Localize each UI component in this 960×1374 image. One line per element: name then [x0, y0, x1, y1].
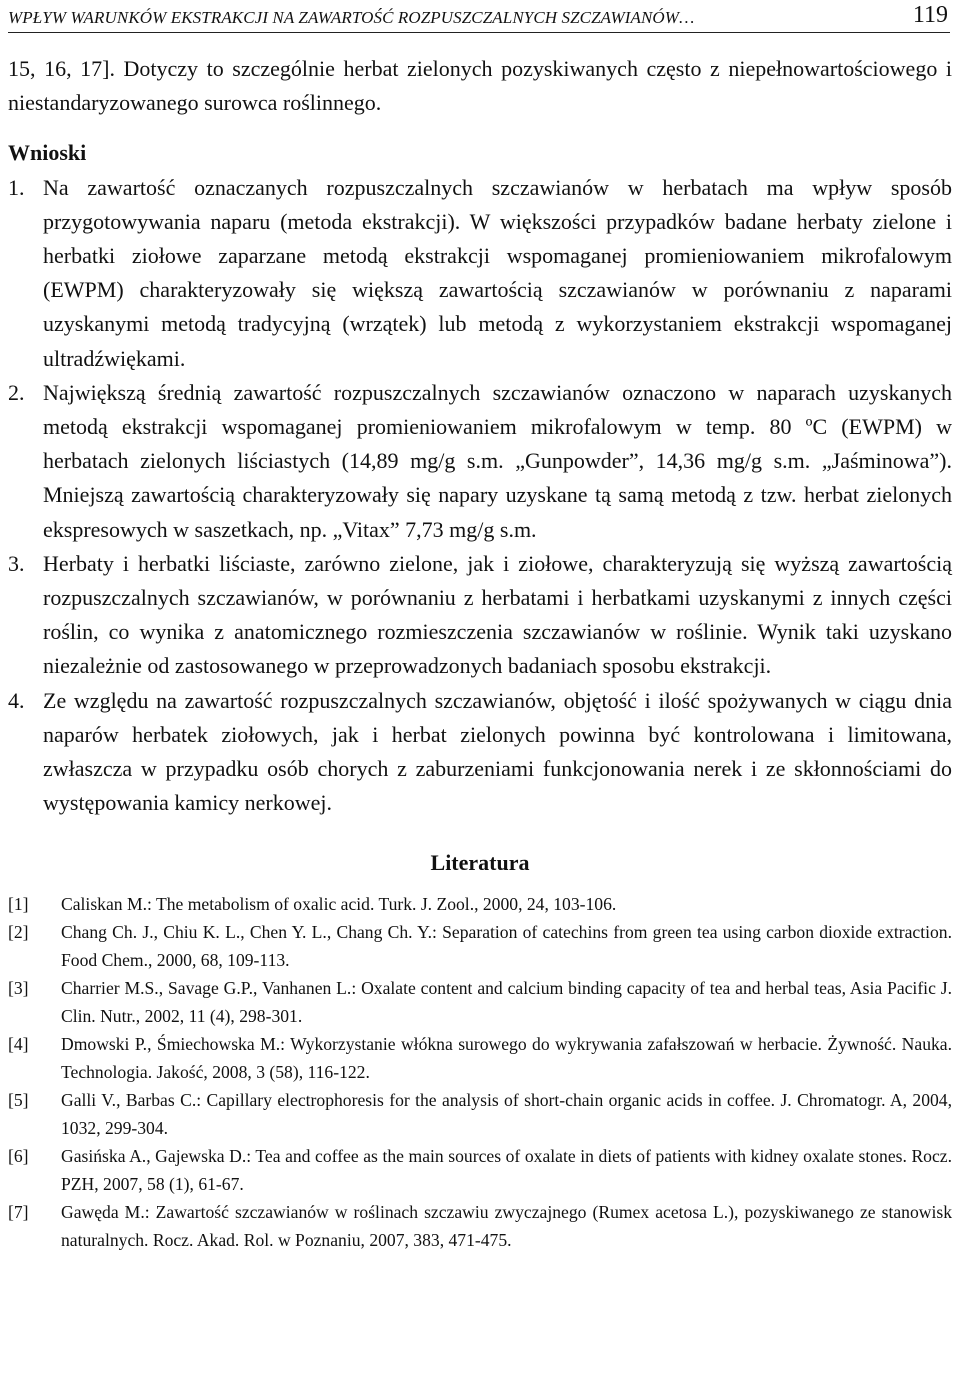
reference-number: [5] [8, 1090, 29, 1111]
reference-text: Charrier M.S., Savage G.P., Vanhanen L.: Oxalate content and calcium binding capacity of tea and herbal teas, Asia Pacific J. Clin. Nutr., 2002, 11 (4), 298-301. [61, 978, 952, 1027]
reference-text: Gasińska A., Gajewska D.: Tea and coffee as the main sources of oxalate in diets of patients with kidney oxalate stones. Rocz. PZH, 2007, 58 (1), 61-67. [61, 1146, 952, 1195]
conclusion-text: Największą średnią zawartość rozpuszczalnych szczawianów oznaczono w naparach uzyskanych metodą ekstrakcji wspomaganej promieniowaniem mikrofalowym w temp. 80 ºC (EWPM) w herbatach zielonych liściastych (14,89 mg/g s.m. „Gunpowder”, 14,36 mg/g s.m. „Jaśminowa”). Mniejszą zawartością charakteryzowały się napary uzyskane tą samą metodą z tzw. herbat zielonych ekspresowych w saszetkach, np. „Vitax” 7,73 mg/g s.m. [43, 379, 952, 542]
conclusions-heading: Wnioski [8, 140, 87, 166]
reference-text: Dmowski P., Śmiechowska M.: Wykorzystanie włókna surowego do wykrywania zafałszowań w herbacie. Żywność. Nauka. Technologia. Jakość, 2008, 3 (58), 116-122. [61, 1034, 952, 1083]
conclusion-number: 1. [8, 174, 25, 200]
reference-item [8, 1198, 952, 1254]
conclusions-list [8, 171, 952, 821]
reference-item [8, 1030, 952, 1086]
reference-item [8, 1086, 952, 1142]
reference-list [8, 890, 952, 1254]
conclusion-text: Herbaty i herbatki liściaste, zarówno zielone, jak i ziołowe, charakteryzują się wyższą zawartością rozpuszczalnych szczawianów, w porównaniu z herbatami i herbatkami uzyskanymi z innych części roślin, co wynika z anatomicznego rozmieszczenia szczawianów w roślinie. Wynik taki uzyskano niezależnie od zastosowanego w przeprowadzonych badaniach sposobu ekstrakcji. [43, 550, 952, 679]
conclusion-text: Ze względu na zawartość rozpuszczalnych szczawianów, objętość i ilość spożywanych w ciągu dnia naparów herbatek ziołowych, jak i herbat zielonych powinna być kontrolowana i limitowana, zwłaszcza w przypadku osób chorych z zaburzeniami funkcjonowania nerek i ze skłonnościami do występowania kamicy nerkowej. [43, 687, 952, 816]
reference-number: [7] [8, 1202, 29, 1223]
reference-number: [3] [8, 978, 29, 999]
conclusion-number: 3. [8, 550, 25, 576]
conclusion-item [8, 684, 952, 821]
conclusion-item [8, 376, 952, 547]
conclusion-item [8, 547, 952, 684]
body-text [8, 52, 952, 1254]
literature-heading: Literatura [430, 850, 530, 876]
reference-text: Galli V., Barbas C.: Capillary electrophoresis for the analysis of short-chain organic acids in coffee. J. Chromatogr. A, 2004, 1032, 299-304. [61, 1090, 952, 1139]
reference-text: Caliskan M.: The metabolism of oxalic acid. Turk. J. Zool., 2000, 24, 103-106. [61, 894, 617, 915]
continuation-paragraph: 15, 16, 17]. Dotyczy to szczególnie herbat zielonych pozyskiwanych często z niepełnowartościowego i niestandaryzowanego surowca roślinnego. [8, 56, 952, 116]
reference-number: [4] [8, 1034, 29, 1055]
reference-text: Chang Ch. J., Chiu K. L., Chen Y. L., Chang Ch. Y.: Separation of catechins from green tea using carbon dioxide extraction. Food Chem., 2000, 68, 109-113. [61, 922, 952, 971]
reference-number: [6] [8, 1146, 29, 1167]
running-title: WPŁYW WARUNKÓW EKSTRAKCJI NA ZAWARTOŚĆ ROZPUSZCZALNYCH SZCZAWIANÓW… [8, 8, 695, 27]
page-number: 119 [912, 2, 948, 28]
reference-item [8, 974, 952, 1030]
conclusion-item [8, 171, 952, 376]
reference-item [8, 918, 952, 974]
conclusion-number: 4. [8, 687, 25, 713]
running-header [8, 2, 950, 33]
reference-text: Gawęda M.: Zawartość szczawianów w roślinach szczawiu zwyczajnego (Rumex acetosa L.), pozyskiwanego ze stanowisk naturalnych. Rocz. Akad. Rol. w Poznaniu, 2007, 383, 471-475. [61, 1202, 952, 1251]
conclusion-text: Na zawartość oznaczanych rozpuszczalnych szczawianów w herbatach ma wpływ sposób przygotowywania naparu (metoda ekstrakcji). W większości przypadków badane herbaty zielone i herbatki ziołowe zaparzane metodą ekstrakcji wspomaganej promieniowaniem mikrofalowym (EWPM) charakteryzowały się większą zawartością szczawianów w porównaniu z naparami uzyskanymi metodą tradycyjną (wrzątek) lub metodą z wykorzystaniem ekstrakcji wspomaganej ultradźwiękami. [43, 174, 952, 371]
conclusion-number: 2. [8, 379, 25, 405]
reference-item [8, 890, 952, 918]
reference-item [8, 1142, 952, 1198]
reference-number: [1] [8, 894, 29, 915]
reference-number: [2] [8, 922, 29, 943]
